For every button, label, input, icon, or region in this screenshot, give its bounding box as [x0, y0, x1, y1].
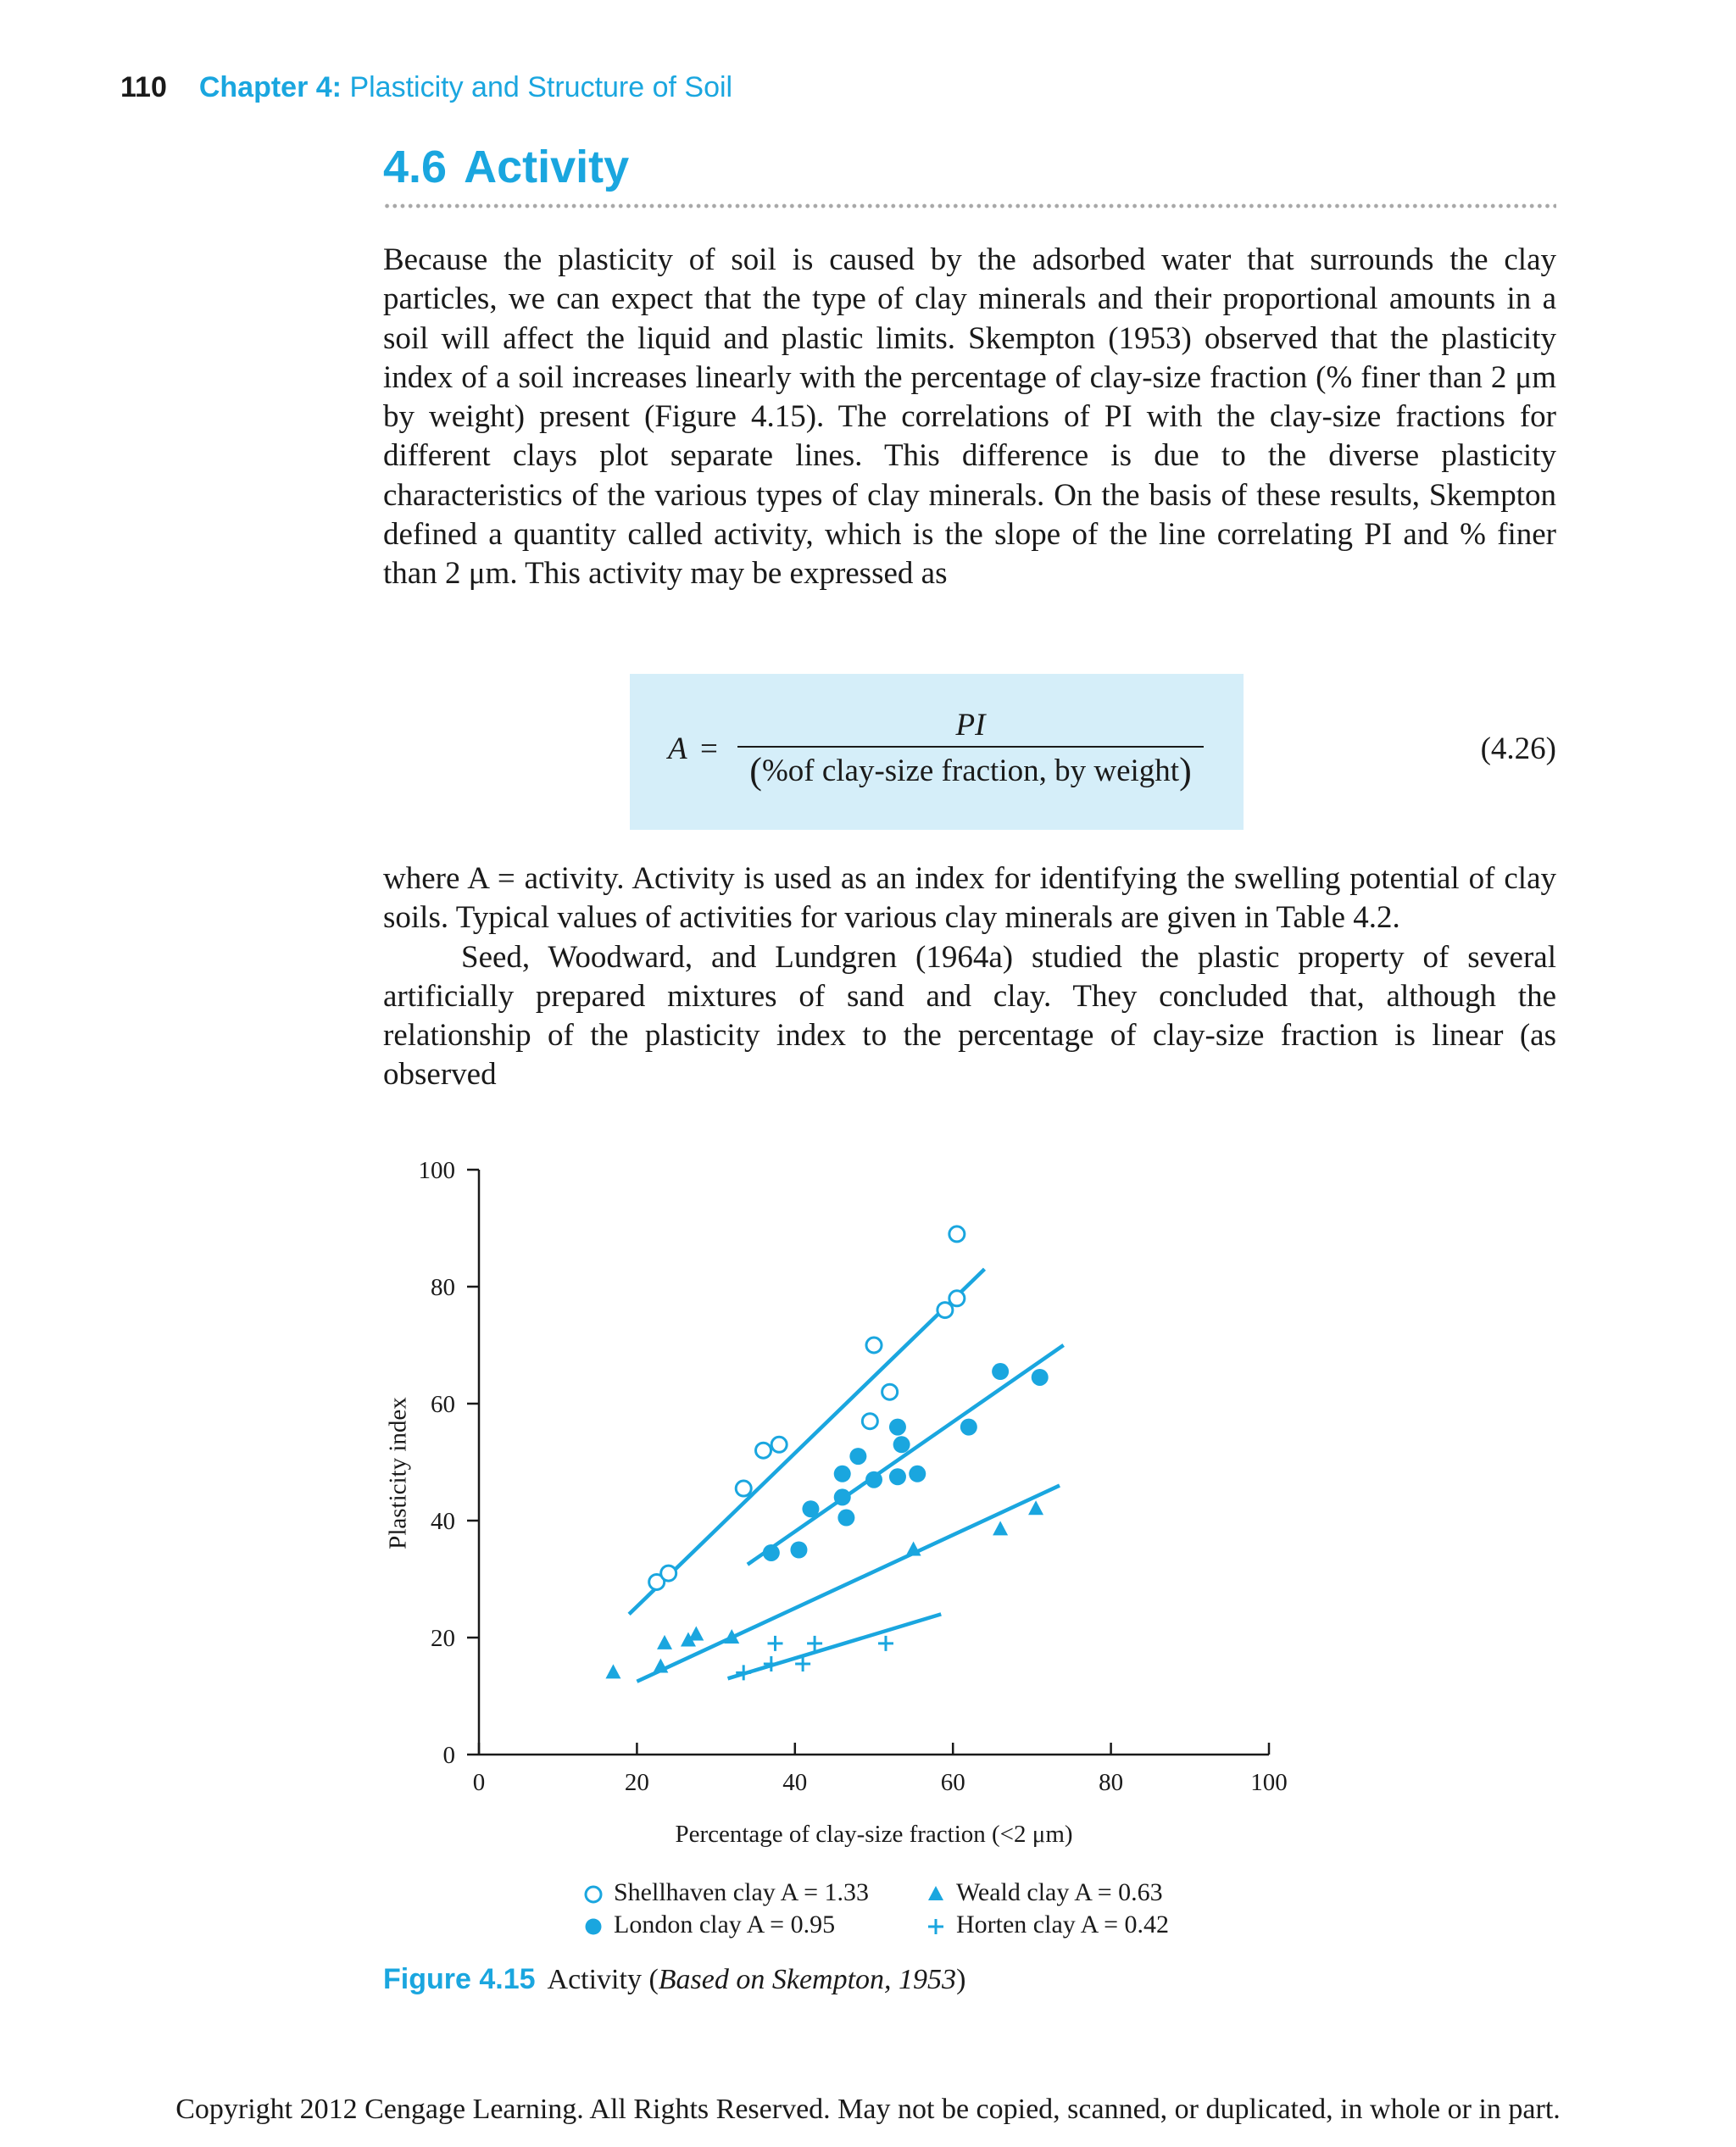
paragraph-3-text: Seed, Woodward, and Lundgren (1964a) studied the plastic property of several artificially prepared mixtures of sand and clay. They concluded that, although the relationship of the plasticity index to the percentage of clay-size fraction is linear (as observed: [383, 939, 1556, 1093]
fraction-bar: [737, 746, 1204, 748]
equation-lhs: A: [668, 731, 687, 766]
filled-circle-icon: [581, 1911, 607, 1941]
y-tick-label: 60: [431, 1391, 455, 1418]
page-number: 110: [120, 71, 167, 103]
x-tick-label: 40: [782, 1769, 808, 1796]
section-divider: [383, 203, 1556, 209]
denominator-text: %of clay-size fraction, by weight: [761, 754, 1180, 788]
data-point-london: [992, 1363, 1009, 1380]
caption-source: Based on Skempton, 1953: [658, 1964, 957, 1995]
close-paren: ): [1179, 750, 1192, 792]
paragraph-2-text: where A = activity. Activity is used as an index for identifying the swelling potential of clay soils. Typical values of activities for various clay minerals are given in Table 4.2.: [383, 861, 1556, 936]
data-point-shellhaven: [862, 1414, 877, 1429]
equation-numerator: PI: [955, 708, 986, 743]
data-point-shellhaven: [882, 1384, 898, 1399]
data-point-weald: [605, 1664, 620, 1678]
section-title: Activity: [464, 142, 630, 192]
data-point-london: [889, 1468, 906, 1485]
data-point-weald: [906, 1542, 921, 1556]
data-point-london: [960, 1419, 977, 1436]
x-tick-label: 100: [1250, 1769, 1288, 1796]
data-point-shellhaven: [938, 1303, 953, 1318]
figure-caption: [383, 1963, 965, 1996]
equation-denominator: [737, 749, 1204, 793]
x-tick-label: 0: [472, 1769, 486, 1796]
data-point-horten: [736, 1665, 751, 1680]
section-number: 4.6: [383, 142, 448, 192]
section-heading: [383, 141, 629, 193]
data-point-london: [893, 1436, 910, 1453]
copyright-footer: Copyright 2012 Cengage Learning. All Rights Reserved. May not be copied, scanned, or duplicated, in whole or in part.: [175, 2094, 1561, 2125]
filled-triangle-icon: [924, 1878, 949, 1909]
equation-equals: =: [700, 731, 718, 766]
data-point-shellhaven: [949, 1291, 965, 1306]
data-point-london: [834, 1488, 851, 1505]
caption-end: ): [956, 1964, 966, 1995]
data-point-london: [763, 1544, 780, 1561]
running-header: [120, 71, 732, 104]
data-point-weald: [657, 1635, 672, 1649]
data-point-shellhaven: [771, 1437, 787, 1452]
data-point-shellhaven: [661, 1566, 676, 1581]
equation-number: (4.26): [1480, 731, 1556, 766]
body-paragraph-2: [383, 859, 1556, 1095]
x-tick-label: 60: [940, 1769, 965, 1796]
data-point-london: [834, 1466, 851, 1482]
paragraph-1-text: Because the plasticity of soil is caused by the adsorbed water that surrounds the clay particles, we can expect that the type of clay minerals and their proportional amounts in a soil will affect the liquid and plastic limits. Skempton (1953) observed that the plasticity index of a soil increases linearly with the percentage of clay-size fraction (% finer than 2 μm by weight) present (Figure 4.15). The correlations of PI with the clay-size fractions for different clays plot separate lines. This difference is due to the diverse plasticity characteristics of the various types of clay minerals. On the basis of these results, Skempton defined a quantity called activity, which is the slope of the line correlating PI and % finer than 2 μm. This activity may be expressed as: [383, 242, 1556, 592]
data-point-shellhaven: [949, 1226, 965, 1242]
x-axis-label: Percentage of clay-size fraction (<2 μm): [675, 1821, 1073, 1848]
data-point-london: [802, 1500, 819, 1517]
open-paren: (: [749, 750, 762, 792]
figure-label: Figure 4.15: [383, 1963, 536, 1995]
data-point-london: [889, 1419, 906, 1436]
data-point-weald: [1028, 1500, 1043, 1515]
y-tick-label: 100: [418, 1157, 455, 1184]
fit-line-series-0: [629, 1269, 984, 1614]
chapter-title: Plasticity and Structure of Soil: [349, 71, 733, 103]
x-tick-label: 80: [1099, 1769, 1124, 1796]
legend-label: Horten clay A = 0.42: [956, 1911, 1170, 1938]
caption-text: Activity (: [547, 1964, 659, 1995]
y-tick-label: 20: [431, 1625, 455, 1652]
data-point-shellhaven: [736, 1481, 751, 1496]
data-point-weald: [688, 1627, 704, 1641]
data-point-london: [837, 1510, 854, 1527]
open-circle-icon: [581, 1878, 607, 1909]
data-point-shellhaven: [756, 1443, 771, 1458]
data-point-weald: [993, 1521, 1008, 1535]
body-paragraph-1: [383, 241, 1556, 594]
data-point-london: [865, 1471, 882, 1488]
data-point-london: [909, 1466, 926, 1482]
data-point-weald: [653, 1659, 668, 1673]
legend-label: Shellhaven clay A = 1.33: [614, 1878, 870, 1906]
y-tick-label: 80: [431, 1274, 455, 1301]
data-point-horten: [768, 1636, 783, 1651]
data-point-london: [849, 1448, 866, 1465]
activity-chart: [373, 1153, 1322, 1865]
plus-icon: [924, 1911, 949, 1941]
y-axis-label: Plasticity index: [384, 1397, 412, 1549]
y-tick-label: 0: [442, 1742, 455, 1769]
data-point-horten: [878, 1636, 893, 1651]
x-tick-label: 20: [624, 1769, 649, 1796]
chapter-label: Chapter 4:: [198, 71, 342, 103]
legend-label: Weald clay A = 0.63: [956, 1878, 1163, 1906]
data-point-london: [790, 1542, 807, 1559]
y-tick-label: 40: [431, 1508, 455, 1535]
data-point-horten: [764, 1656, 779, 1671]
legend-label: London clay A = 0.95: [614, 1911, 836, 1938]
data-point-london: [1032, 1369, 1049, 1386]
data-point-shellhaven: [866, 1338, 882, 1353]
